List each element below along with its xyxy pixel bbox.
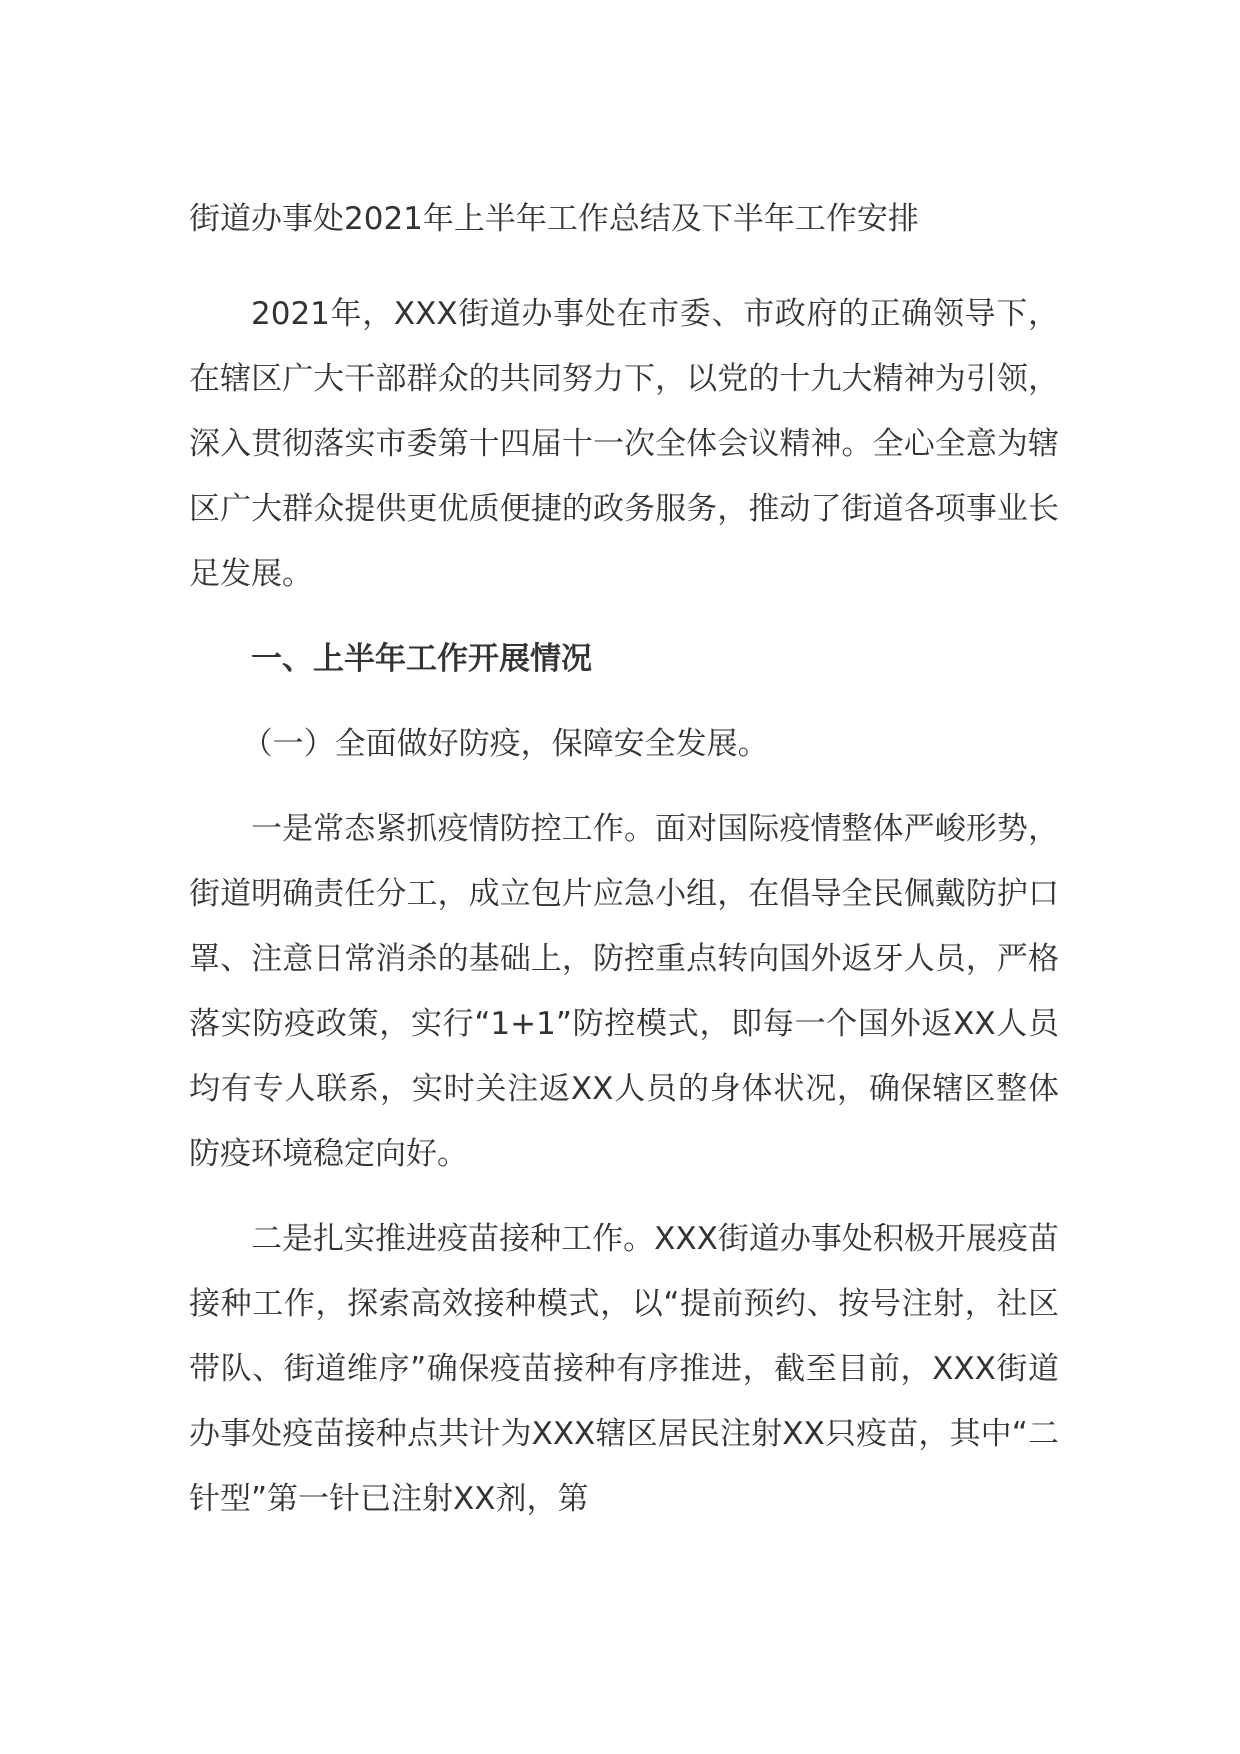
spacer [189,1187,1059,1207]
document-body [189,196,1059,1532]
document-title: 街道办事处2021年上半年工作总结及下半年工作安排 [189,201,919,237]
spacer [189,607,1059,627]
spacer [189,242,1059,282]
body-paragraph-vaccination: 二是扎实推进疫苗接种工作。XXX街道办事处积极开展疫苗接种工作，探索高效接种模式，以“提前预约、按号注射，社区带队、街道维序”确保疫苗接种有序推进，截至目前，XXX街道办事处疫苗接种点共计为XXX辖区居民注射XX只疫苗，其中“二针型”第一针已注射XX剂，第 [189,1221,1059,1517]
section-heading: 一、上半年工作开展情况 [251,641,592,677]
intro-paragraph: 2021年，XXX街道办事处在市委、市政府的正确领导下，在辖区广大干部群众的共同努力下，以党的十九大精神为引领，深入贯彻落实市委第十四届十一次全体会议精神。全心全意为辖区广大群众提供更优质便捷的政务服务，推动了街道各项事业长足发展。 [189,296,1059,592]
body-paragraph-epidemic-control: 一是常态紧抓疫情防控工作。面对国际疫情整体严峻形势，街道明确责任分工，成立包片应急小组，在倡导全民佩戴防护口罩、注意日常消杀的基础上，防控重点转向国外返牙人员，严格落实防疫政策，实行“1+1”防控模式，即每一个国外返XX人员均有专人联系，实时关注返XX人员的身体状况，确保辖区整体防疫环境稳定向好。 [189,811,1059,1172]
subsection-heading: （一）全面做好防疫，保障安全发展。 [241,726,769,762]
spacer [189,777,1059,797]
spacer [189,692,1059,712]
